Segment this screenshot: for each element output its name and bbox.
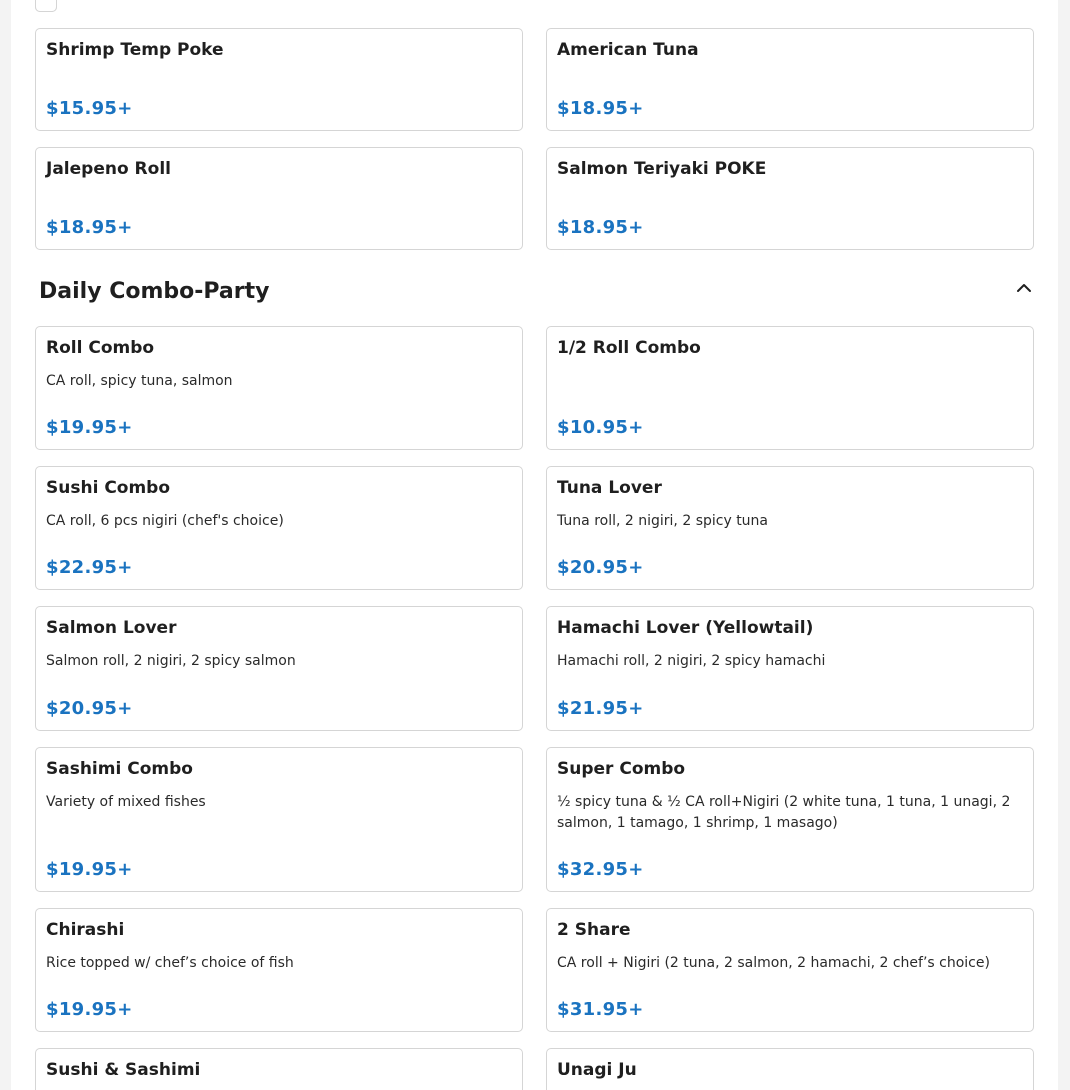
item-price: $19.95+ <box>46 999 133 1020</box>
menu-item-card[interactable] <box>35 0 57 12</box>
item-description: CA roll, spicy tuna, salmon <box>46 373 233 389</box>
menu-item-card[interactable] <box>546 466 1034 590</box>
item-description: Variety of mixed fishes <box>46 794 206 810</box>
item-description: Rice topped w/ chef’s choice of fish <box>46 955 294 971</box>
item-name: Tuna Lover <box>557 478 662 498</box>
item-name: Super Combo <box>557 759 686 779</box>
item-price: $20.95+ <box>46 698 133 719</box>
menu-item-card[interactable] <box>546 606 1034 731</box>
item-name: American Tuna <box>557 40 699 60</box>
section-title: Daily Combo-Party <box>39 279 270 304</box>
item-price: $18.95+ <box>557 217 644 238</box>
item-name: Unagi Ju <box>557 1060 637 1080</box>
menu-item-card[interactable] <box>35 606 523 731</box>
menu-item-card[interactable] <box>546 908 1034 1032</box>
menu-item-card[interactable] <box>546 1048 1034 1090</box>
item-name: Roll Combo <box>46 338 155 358</box>
item-name: Sushi Combo <box>46 478 171 498</box>
menu-item-card[interactable] <box>546 747 1034 892</box>
item-price: $18.95+ <box>46 217 133 238</box>
menu-item-card[interactable] <box>546 28 1034 131</box>
item-price: $10.95+ <box>557 417 644 438</box>
item-name: Jalepeno Roll <box>46 159 171 179</box>
item-description: Tuna roll, 2 nigiri, 2 spicy tuna <box>557 513 769 529</box>
item-price: $15.95+ <box>46 98 133 119</box>
item-price: $20.95+ <box>557 557 644 578</box>
item-price: $32.95+ <box>557 859 644 880</box>
item-price: $31.95+ <box>557 999 644 1020</box>
item-name: Salmon Lover <box>46 618 177 638</box>
item-price: $18.95+ <box>557 98 644 119</box>
previous-section-grid <box>35 28 1034 250</box>
combo-section-grid <box>35 326 1034 1090</box>
menu-page <box>11 0 1058 1090</box>
menu-item-card[interactable] <box>35 466 523 590</box>
menu-item-card[interactable] <box>35 28 523 131</box>
item-name: Sashimi Combo <box>46 759 193 779</box>
item-description: CA roll + Nigiri (2 tuna, 2 salmon, 2 hamachi, 2 chef’s choice) <box>557 955 990 971</box>
item-description: Salmon roll, 2 nigiri, 2 spicy salmon <box>46 653 296 669</box>
item-description: CA roll, 6 pcs nigiri (chef's choice) <box>46 513 284 529</box>
item-name: Hamachi Lover (Yellowtail) <box>557 618 814 638</box>
item-price: $22.95+ <box>46 557 133 578</box>
menu-item-card[interactable] <box>35 908 523 1032</box>
item-description: Hamachi roll, 2 nigiri, 2 spicy hamachi <box>557 653 826 669</box>
menu-item-card[interactable] <box>35 326 523 450</box>
menu-item-card[interactable] <box>35 147 523 250</box>
item-name: Sushi & Sashimi <box>46 1060 201 1080</box>
menu-item-card[interactable] <box>35 747 523 892</box>
item-price: $19.95+ <box>46 859 133 880</box>
menu-item-card[interactable] <box>546 147 1034 250</box>
item-name: Salmon Teriyaki POKE <box>557 159 767 179</box>
item-name: Chirashi <box>46 920 125 940</box>
item-name: 1/2 Roll Combo <box>557 338 701 358</box>
item-price: $19.95+ <box>46 417 133 438</box>
item-price: $21.95+ <box>557 698 644 719</box>
chevron-up-icon[interactable] <box>1014 278 1034 298</box>
menu-item-card[interactable] <box>546 326 1034 450</box>
menu-item-card[interactable] <box>35 1048 523 1090</box>
section-header[interactable] <box>39 272 1034 312</box>
item-name: 2 Share <box>557 920 631 940</box>
item-name: Shrimp Temp Poke <box>46 40 224 60</box>
item-description: ½ spicy tuna & ½ CA roll+Nigiri (2 white tuna, 1 tuna, 1 unagi, 2 salmon, 1 tamago, 1 shrimp, 1 masago) <box>557 794 1011 831</box>
